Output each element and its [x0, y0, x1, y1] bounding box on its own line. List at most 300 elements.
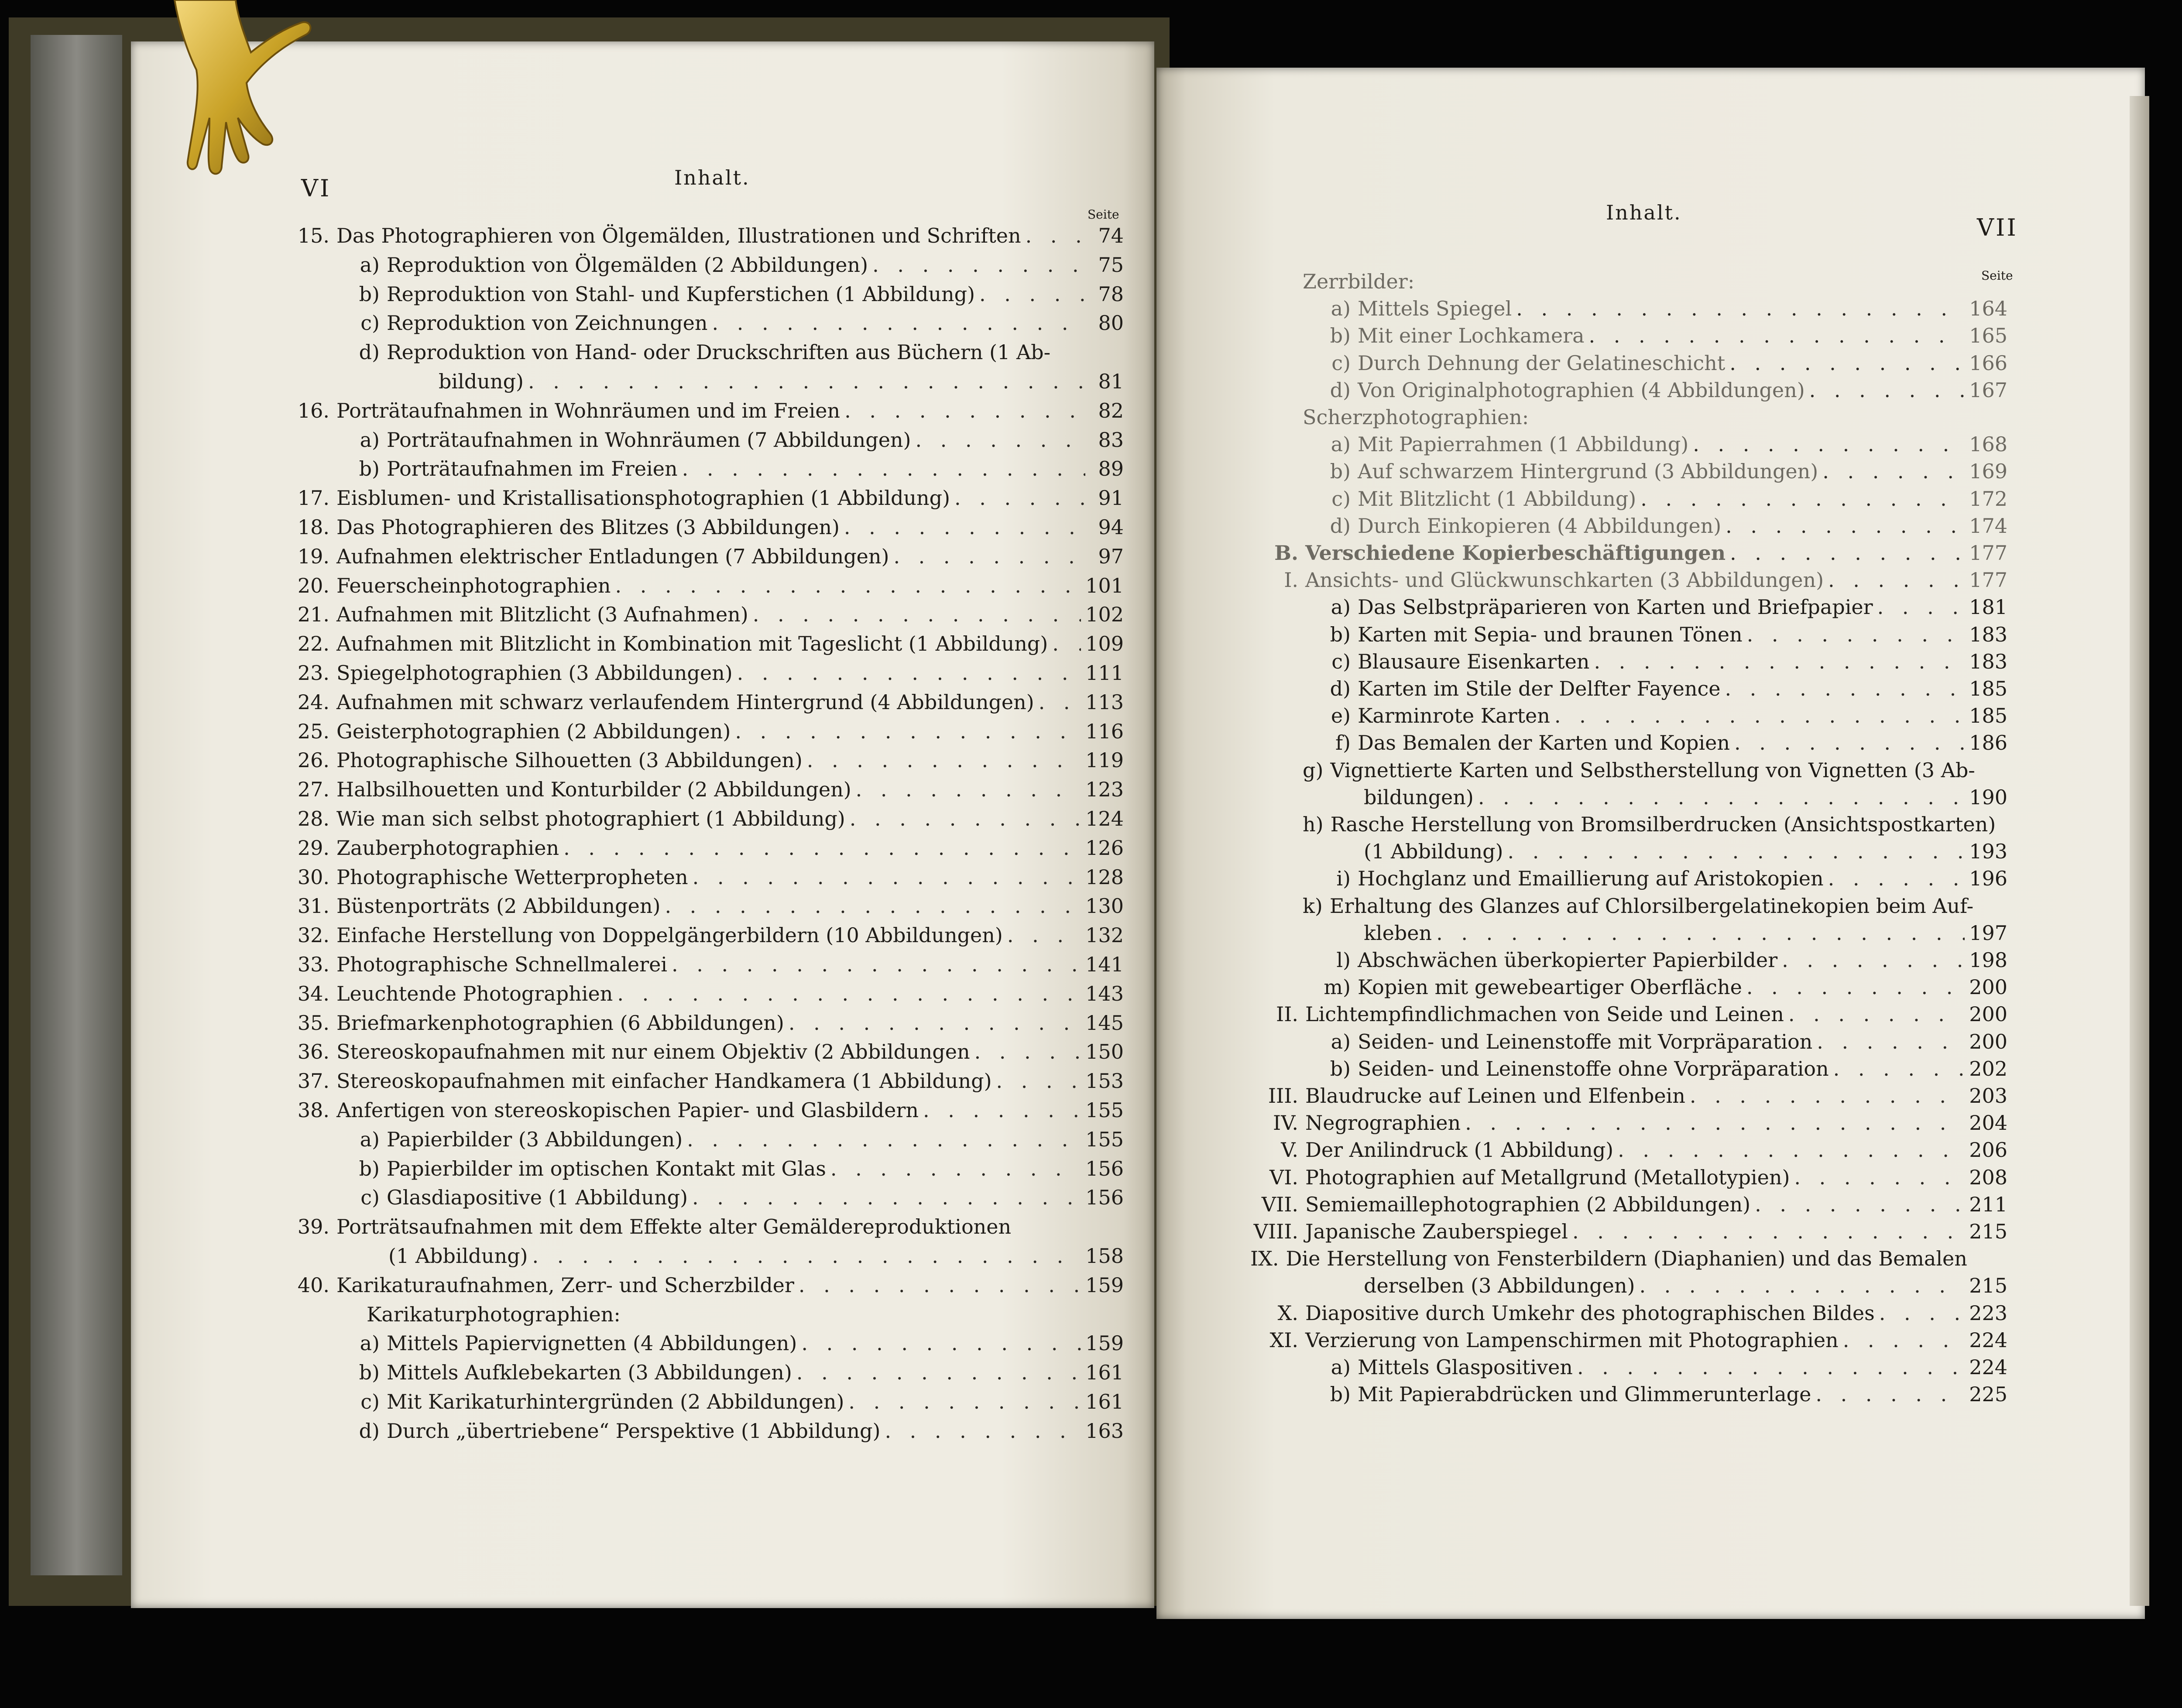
toc-entry [1250, 1327, 2007, 1353]
toc-entry [281, 1097, 1124, 1123]
dot-leader [1052, 631, 1081, 657]
dot-leader [737, 660, 1081, 686]
toc-entry-number: 29. [297, 836, 329, 860]
dot-leader [1734, 730, 1965, 756]
toc-entry-page: 78 [1098, 282, 1124, 306]
dot-leader [1516, 295, 1965, 322]
toc-entry-number: d) [1330, 378, 1351, 402]
toc-entry-page: 119 [1085, 748, 1124, 772]
toc-entry-title: Blausaure Eisenkarten [1358, 649, 1590, 673]
toc-entry-number: m) [1324, 975, 1351, 999]
toc-entry-title: Porträtaufnahmen im Freien [387, 457, 678, 481]
dot-leader [1746, 974, 1965, 1000]
toc-entry-number: b) [1330, 324, 1351, 348]
toc-entry-number: 15. [297, 224, 329, 247]
toc-entry-page: 101 [1085, 573, 1124, 597]
toc-entry [281, 1010, 1124, 1036]
toc-entry-number: 23. [297, 661, 329, 685]
toc-entry [1250, 1083, 2007, 1109]
dot-leader [1693, 431, 1965, 457]
dot-leader [615, 573, 1081, 599]
toc-entry [332, 1359, 1124, 1386]
toc-entry-number: d) [359, 1419, 380, 1443]
toc-entry-page: 132 [1085, 923, 1124, 947]
toc-entry-page: 158 [1085, 1244, 1124, 1268]
toc-entry-title: Scherzphotographien: [1303, 405, 1529, 429]
dot-leader [1589, 322, 1965, 349]
toc-entry [1303, 703, 2007, 729]
toc-entry [281, 398, 1124, 424]
toc-entry-page: 156 [1085, 1156, 1124, 1180]
toc-entry [281, 981, 1124, 1007]
toc-entry [281, 864, 1124, 890]
toc-entry [1303, 1056, 2007, 1082]
dot-leader [979, 281, 1085, 307]
toc-entry-page: 193 [1969, 840, 2007, 864]
toc-entry-title: kleben [1364, 921, 1432, 945]
toc-entry-page: 177 [1969, 541, 2007, 565]
toc-entry [332, 310, 1124, 336]
toc-entry-number: 34. [297, 981, 329, 1005]
toc-entry-title: Seiden- und Leinenstoffe ohne Vorpräparation [1358, 1056, 1829, 1080]
toc-entry-number: a) [1331, 432, 1351, 456]
dot-leader [1794, 1164, 1965, 1190]
toc-entry [332, 456, 1124, 482]
dot-leader [563, 835, 1081, 861]
dot-leader [693, 864, 1081, 890]
toc-entry [1303, 947, 2007, 973]
toc-entry-number: a) [360, 1127, 380, 1151]
toc-entry [281, 806, 1124, 832]
dot-leader [692, 1184, 1081, 1211]
folio-left: VI [301, 175, 331, 202]
toc-entry-title: Seiden- und Leinenstoffe mit Vorpräparation [1358, 1029, 1813, 1053]
seite-label-right: Seite [1981, 268, 2013, 283]
toc-entry [1303, 648, 2007, 675]
toc-entry [332, 1330, 1124, 1356]
dot-leader [1817, 1029, 1965, 1055]
toc-entry-title: Karikaturphotographien: [367, 1302, 621, 1326]
dot-leader [712, 310, 1085, 336]
toc-entry-title: Ansichts- und Glückwunschkarten (3 Abbildungen) [1305, 568, 1824, 592]
dot-leader [1436, 920, 1965, 946]
toc-entry-number: III. [1268, 1084, 1298, 1108]
toc-entry [1303, 1381, 2007, 1407]
toc-entry-title: Papierbilder im optischen Kontakt mit Glas [387, 1156, 826, 1180]
toc-entry-page: 74 [1098, 224, 1124, 247]
toc-entry-title: Zerrbilder: [1303, 270, 1415, 293]
toc-entry [1250, 540, 2007, 566]
toc-entry-page: 159 [1085, 1273, 1124, 1297]
toc-entry [281, 835, 1124, 861]
toc-entry-title: Das Bemalen der Karten und Kopien [1358, 731, 1730, 755]
toc-entry-title: Wie man sich selbst photographiert (1 Abbildung) [336, 807, 845, 830]
toc-entry-title: Mittels Papiervignetten (4 Abbildungen) [387, 1331, 797, 1355]
toc-entry-page: 223 [1969, 1301, 2007, 1325]
toc-entry-page: 165 [1969, 324, 2007, 348]
toc-entry-number: 38. [297, 1098, 329, 1122]
toc-entry [388, 1243, 1124, 1269]
dot-leader [1039, 689, 1081, 715]
toc-entry-title: Feuerscheinphotographien [336, 573, 611, 597]
toc-entry-page: 143 [1085, 981, 1124, 1005]
dot-leader [893, 543, 1085, 569]
toc-entry-title: Leuchtende Photographien [336, 981, 613, 1005]
toc-entry [332, 1418, 1124, 1444]
toc-entry [1303, 322, 2007, 349]
toc-entry [1250, 1137, 2007, 1163]
toc-entry-page: 190 [1969, 785, 2007, 809]
toc-entry-page: 145 [1085, 1011, 1124, 1035]
toc-entry-page: 204 [1969, 1111, 2007, 1135]
toc-entry-page: 155 [1085, 1098, 1124, 1122]
toc-entry-number: 25. [297, 719, 329, 743]
toc-entry-number: 24. [297, 690, 329, 714]
toc-entry [281, 514, 1124, 540]
toc-entry-title: Photographien auf Metallgrund (Metallotypien) [1305, 1165, 1790, 1189]
dot-leader [830, 1156, 1081, 1182]
toc-entry-number: b) [1330, 1056, 1351, 1080]
toc-entry-number: b) [1330, 460, 1351, 484]
dot-leader [1554, 703, 1965, 729]
dot-leader [1572, 1218, 1965, 1245]
toc-entry [332, 1184, 1124, 1211]
dot-leader [1833, 1056, 1965, 1082]
dot-leader [996, 1068, 1081, 1094]
dot-leader [1828, 865, 1965, 892]
toc-entry-title: Stereoskopaufnahmen mit nur einem Objektiv (2 Abbildungen [336, 1040, 970, 1064]
toc-entry-title: Mit Blitzlicht (1 Abbildung) [1358, 487, 1636, 511]
toc-entry-title: Durch „übertriebene“ Perspektive (1 Abbildung) [387, 1419, 881, 1443]
toc-entry-title: Stereoskopaufnahmen mit einfacher Handkamera (1 Abbildung) [336, 1069, 992, 1093]
dot-leader [1755, 1191, 1965, 1218]
toc-entry-number: a) [1331, 595, 1351, 619]
hand-ornament-icon [148, 0, 340, 179]
toc-entry [1250, 1001, 2007, 1027]
toc-entry-title: Porträtaufnahmen in Wohnräumen und im Freien [336, 398, 841, 422]
toc-entry [1364, 838, 2007, 864]
toc-entry-page: 200 [1969, 1029, 2007, 1053]
header-right: Inhalt. [1606, 201, 1682, 224]
toc-entry-number: i) [1336, 867, 1351, 891]
toc-entry-number: h) [1303, 813, 1324, 836]
dot-leader [1729, 350, 1965, 376]
toc-entry [332, 281, 1124, 307]
toc-entry [1364, 920, 2007, 946]
toc-entry [1303, 404, 2007, 430]
dot-leader [1007, 922, 1081, 948]
toc-entry-title: Karten im Stile der Delfter Fayence [1358, 677, 1721, 700]
toc-entry-title: Erhaltung des Glanzes auf Chlorsilbergelatinekopien beim Auf- [1329, 894, 1974, 918]
toc-entry-title: Diapositive durch Umkehr des photographischen Bildes [1305, 1301, 1875, 1325]
toc-entry-number: e) [1331, 704, 1351, 728]
toc-entry-number: 18. [297, 515, 329, 539]
toc-entry [1250, 1245, 2007, 1272]
toc-entry-title: Vignettierte Karten und Selbstherstellung von Vignetten (3 Ab- [1330, 758, 1975, 782]
dot-leader [885, 1418, 1081, 1444]
toc-entry-title: Kopien mit gewebeartiger Oberfläche [1358, 975, 1742, 999]
toc-entry [281, 1214, 1124, 1240]
toc-entry-page: 198 [1969, 948, 2007, 972]
dot-leader [1690, 1083, 1965, 1109]
toc-entry-page: 181 [1969, 595, 2007, 619]
toc-entry-page: 97 [1098, 544, 1124, 568]
toc-entry-title: Mit Papierrahmen (1 Abbildung) [1358, 432, 1689, 456]
toc-entry-page: 155 [1085, 1127, 1124, 1151]
toc-entry [1303, 893, 2007, 919]
toc-entry-title: Verzierung von Lampenschirmen mit Photographien [1305, 1328, 1839, 1352]
toc-entry-number: g) [1303, 758, 1324, 782]
toc-entry-number: 40. [297, 1273, 329, 1297]
toc-entry-title: Semiemaillephotographien (2 Abbildungen) [1305, 1192, 1751, 1216]
toc-entry-page: 113 [1085, 690, 1124, 714]
toc-entry-title: Karten mit Sepia- und braunen Tönen [1358, 622, 1743, 646]
toc-entry-number: c) [360, 1186, 380, 1210]
toc-entry-title: bildungen) [1364, 785, 1474, 809]
toc-entry-title: Papierbilder (3 Abbildungen) [387, 1127, 683, 1151]
dot-leader [1747, 621, 1965, 648]
toc-entry-number: 16. [297, 398, 329, 422]
toc-entry-number: b) [359, 1156, 380, 1180]
toc-entry-number: b) [359, 1361, 380, 1385]
toc-entry-number: 21. [297, 603, 329, 627]
toc-entry-page: 177 [1969, 568, 2007, 592]
toc-entry-number: a) [1331, 297, 1351, 321]
dot-leader [796, 1359, 1081, 1386]
toc-entry [1303, 974, 2007, 1000]
toc-entry-number: I. [1284, 568, 1298, 592]
toc-entry-title: Das Photographieren des Blitzes (3 Abbildungen) [336, 515, 840, 539]
toc-entry-page: 168 [1969, 432, 2007, 456]
toc-entry-title: Eisblumen- und Kristallisationsphotographien (1 Abbildung) [336, 486, 950, 510]
dot-leader [1026, 223, 1085, 249]
toc-entry-number: XI. [1269, 1328, 1298, 1352]
dot-leader [801, 1330, 1081, 1356]
toc-entry-number: 37. [297, 1069, 329, 1093]
dot-leader [665, 893, 1081, 919]
toc-entry-number: c) [360, 1390, 380, 1413]
toc-entry-number: b) [359, 457, 380, 481]
toc-entry-number: a) [360, 1331, 380, 1355]
toc-entry [332, 427, 1124, 453]
dot-leader [1877, 594, 1965, 620]
toc-entry-number: b) [1330, 1382, 1351, 1406]
toc-entry [1250, 1300, 2007, 1326]
toc-entry-page: 211 [1969, 1192, 2007, 1216]
dot-leader [848, 1389, 1081, 1415]
dot-leader [1478, 784, 1965, 810]
toc-entry-number: 27. [297, 778, 329, 802]
toc-entry-number: l) [1336, 948, 1351, 972]
toc-entry [1303, 811, 2007, 837]
toc-entry-page: 124 [1085, 807, 1124, 830]
page-edge [2130, 96, 2149, 1606]
toc-entry-number: a) [360, 428, 380, 452]
dot-leader [682, 456, 1085, 482]
toc-entry-number: VII. [1261, 1192, 1298, 1216]
toc-entry-title: Photographische Silhouetten (3 Abbildungen) [336, 748, 803, 772]
toc-entry-page: 224 [1969, 1328, 2007, 1352]
toc-entry-page: 206 [1969, 1138, 2007, 1162]
dot-leader [532, 1243, 1081, 1269]
toc-entry [1364, 1272, 2007, 1299]
toc-entry-title: Geisterphotographien (2 Abbildungen) [336, 719, 731, 743]
toc-entry [281, 893, 1124, 919]
toc-entry-number: c) [360, 311, 380, 335]
toc-entry [1303, 268, 2007, 295]
toc-entry [332, 1389, 1124, 1415]
toc-entry [332, 339, 1124, 365]
toc-entry-number: c) [1331, 351, 1351, 375]
toc-entry-page: 200 [1969, 1002, 2007, 1026]
toc-entry [281, 1272, 1124, 1298]
toc-entry-title: Hochglanz und Emaillierung auf Aristokopien [1358, 867, 1824, 891]
toc-entry-number: 19. [297, 544, 329, 568]
toc-entry-page: 153 [1085, 1069, 1124, 1093]
dot-leader [735, 718, 1081, 744]
toc-entry-number: 36. [297, 1040, 329, 1064]
toc-entry-title: Porträtsaufnahmen mit dem Effekte alter Gemäldereproduktionen [336, 1215, 1012, 1239]
toc-entry-title: Mittels Glaspositiven [1358, 1355, 1573, 1379]
toc-entry-title: Halbsilhouetten und Konturbilder (2 Abbildungen) [336, 778, 851, 802]
toc-entry-page: 185 [1969, 704, 2007, 728]
toc-entry-number: 22. [297, 632, 329, 656]
toc-entry [281, 1039, 1124, 1065]
toc-entry [1303, 730, 2007, 756]
toc-entry [281, 718, 1124, 744]
toc-entry-title: Verschiedene Kopierbeschäftigungen [1305, 541, 1726, 565]
toc-entry-title: Das Selbstpräparieren von Karten und Briefpapier [1358, 595, 1873, 619]
toc-entry-page: 156 [1085, 1186, 1124, 1210]
toc-entry-number: 17. [297, 486, 329, 510]
toc-entry-page: 159 [1085, 1331, 1124, 1355]
toc-entry [367, 1301, 1124, 1327]
toc-entry-page: 186 [1969, 731, 2007, 755]
dot-leader [789, 1010, 1081, 1036]
toc-entry [1364, 784, 2007, 810]
dot-leader [672, 951, 1081, 977]
dot-leader [923, 1097, 1081, 1123]
book-spine-cloth [31, 35, 122, 1575]
toc-entry [1303, 295, 2007, 322]
dot-leader [1809, 377, 1965, 403]
toc-entry [1303, 865, 2007, 892]
dot-leader [1639, 1272, 1965, 1299]
dot-leader [916, 427, 1085, 453]
toc-entry-title: Reproduktion von Hand- oder Druckschriften aus Büchern (1 Ab- [387, 340, 1051, 364]
toc-entry [1250, 567, 2007, 593]
dot-leader [1730, 540, 1965, 566]
toc-entry [281, 543, 1124, 569]
toc-entry-page: 202 [1969, 1056, 2007, 1080]
dot-leader [1782, 947, 1965, 973]
toc-entry-title: Glasdiapositive (1 Abbildung) [387, 1186, 688, 1210]
toc-entry [281, 631, 1124, 657]
toc-entry-title: Karikaturaufnahmen, Zerr- und Scherzbilder [336, 1273, 794, 1297]
toc-entry-title: Der Anilindruck (1 Abbildung) [1305, 1138, 1614, 1162]
toc-entry-number: II. [1276, 1002, 1298, 1026]
seite-label-left: Seite [1088, 207, 1119, 222]
toc-entry-page: 208 [1969, 1165, 2007, 1189]
dot-leader [974, 1039, 1081, 1065]
dot-leader [1726, 513, 1965, 539]
toc-entry-page: 150 [1085, 1040, 1124, 1064]
toc-entry-page: 161 [1085, 1390, 1124, 1413]
toc-entry-number: c) [1331, 487, 1351, 511]
toc-entry-title: Reproduktion von Zeichnungen [387, 311, 708, 335]
dot-leader [872, 252, 1085, 278]
toc-entry [1303, 431, 2007, 457]
toc-entry-title: Mit Karikaturhintergründen (2 Abbildungen) [387, 1390, 844, 1413]
toc-entry-page: 126 [1085, 836, 1124, 860]
toc-entry-page: 164 [1969, 297, 2007, 321]
dot-leader [844, 398, 1085, 424]
dot-leader [1507, 838, 1965, 864]
toc-entry-title: Photographische Schnellmalerei [336, 953, 668, 976]
toc-entry [1303, 621, 2007, 648]
dot-leader [1725, 676, 1965, 702]
toc-entry-page: 81 [1098, 370, 1124, 393]
toc-entry-number: d) [1330, 514, 1351, 538]
dot-leader [807, 747, 1081, 773]
toc-entry-number: k) [1303, 894, 1323, 918]
toc-entry-number: d) [1330, 677, 1351, 700]
toc-entry-title: Japanische Zauberspiegel [1305, 1220, 1568, 1243]
toc-entry-title: derselben (3 Abbildungen) [1364, 1274, 1635, 1298]
toc-entry [281, 1068, 1124, 1094]
toc-entry-number: V. [1281, 1138, 1298, 1162]
dot-leader [1843, 1327, 1965, 1353]
toc-entry [1250, 1218, 2007, 1245]
toc-entry-title: Aufnahmen mit schwarz verlaufendem Hintergrund (4 Abbildungen) [336, 690, 1034, 714]
dot-leader [1594, 648, 1965, 675]
toc-entry [281, 485, 1124, 511]
toc-entry-page: 225 [1969, 1382, 2007, 1406]
dot-leader [1465, 1110, 1965, 1136]
toc-entry [281, 922, 1124, 948]
toc-entry-title: Reproduktion von Stahl- und Kupferstichen (1 Abbildung) [387, 282, 975, 306]
toc-entry-page: 111 [1085, 661, 1124, 685]
toc-entry-number: a) [360, 253, 380, 277]
toc-entry [1250, 1191, 2007, 1218]
toc-entry-number: IV. [1273, 1111, 1298, 1135]
dot-leader [1822, 458, 1965, 484]
toc-entry-number: 39. [297, 1215, 329, 1239]
toc-entry-title: Reproduktion von Ölgemälden (2 Abbildungen) [387, 253, 868, 277]
toc-entry [439, 368, 1124, 394]
toc-entry [1303, 350, 2007, 376]
toc-entry-title: Durch Einkopieren (4 Abbildungen) [1358, 514, 1722, 538]
dot-leader [850, 806, 1081, 832]
toc-entry-page: 163 [1085, 1419, 1124, 1443]
toc-entry-page: 83 [1098, 428, 1124, 452]
toc-entry [281, 689, 1124, 715]
dot-leader [844, 514, 1085, 540]
dot-leader [1879, 1300, 1965, 1326]
toc-entry-title: Photographische Wetterpropheten [336, 865, 688, 889]
toc-entry [281, 223, 1124, 249]
toc-entry-title: Mit Papierabdrücken und Glimmerunterlage [1358, 1382, 1811, 1406]
toc-entry-number: c) [1331, 649, 1351, 673]
toc-entry-title: Zauberphotographien [336, 836, 559, 860]
toc-entry [1303, 513, 2007, 539]
toc-entry-page: 215 [1969, 1220, 2007, 1243]
toc-entry [281, 951, 1124, 977]
dot-leader [1640, 486, 1965, 512]
toc-entry-number: X. [1277, 1301, 1298, 1325]
toc-entry [332, 1126, 1124, 1152]
toc-entry [1303, 377, 2007, 403]
